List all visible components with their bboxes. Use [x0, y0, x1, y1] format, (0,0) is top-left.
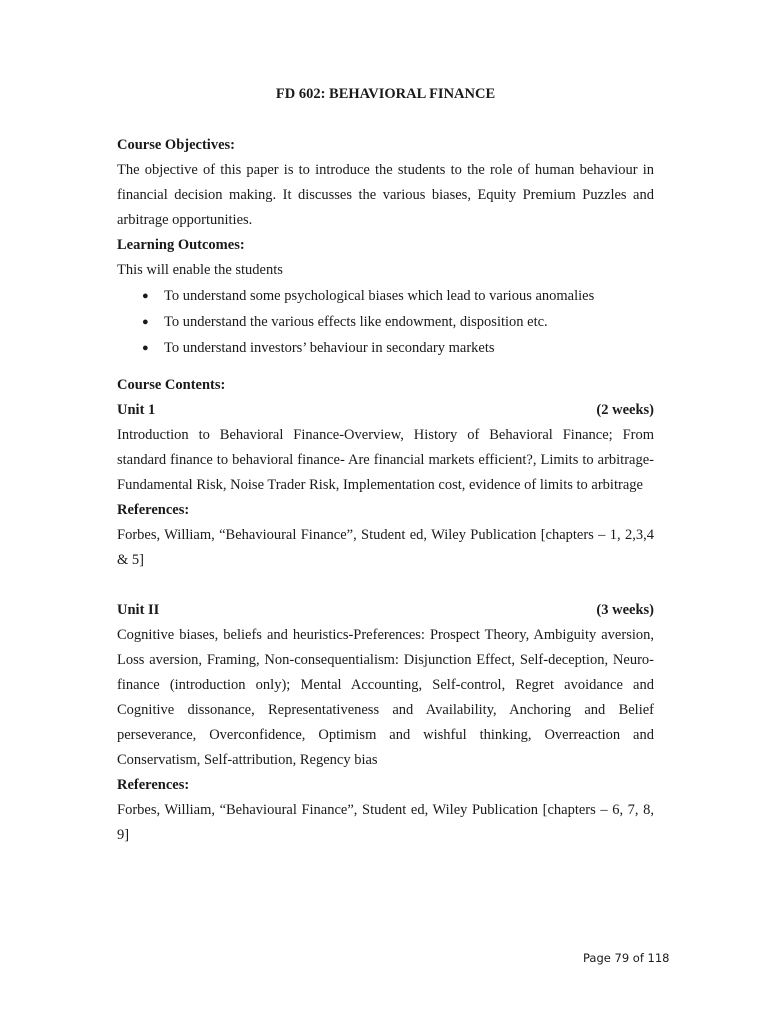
outcome-text: To understand investors’ behaviour in secondary markets: [164, 340, 495, 356]
unit-duration: (2 weeks): [596, 402, 654, 418]
unit-name: Unit II: [117, 602, 160, 618]
outcomes-heading: Learning Outcomes:: [117, 237, 245, 253]
course-title: FD 602: BEHAVIORAL FINANCE: [275, 86, 496, 102]
outcomes-intro: This will enable the students: [117, 262, 283, 278]
unit-1-text: Introduction to Behavioral Finance-Overview, History of Behavioral Finance; From standard finance to behavioral finance- Are financial markets efficient?, Limits to arbitrage-Fundamental Risk, Noise Trader Risk, Implementation cost, evidence of limits to arbitrage: [117, 427, 654, 493]
unit-2-references-text: Forbes, William, “Behavioural Finance”, Student ed, Wiley Publication [chapters – 6, 7, 8, 9]: [117, 802, 654, 843]
bullet-icon: ●: [142, 316, 149, 328]
bullet-icon: ●: [142, 342, 149, 354]
unit-name: Unit 1: [117, 402, 156, 418]
unit-2-header: [117, 598, 654, 623]
outcome-text: To understand the various effects like endowment, disposition etc.: [164, 314, 548, 330]
list-item: [117, 335, 654, 361]
bullet-icon: ●: [142, 290, 149, 302]
unit-1-header: [117, 398, 654, 423]
contents-heading: Course Contents:: [117, 377, 226, 393]
objectives-heading: Course Objectives:: [117, 137, 235, 153]
document-body: [117, 86, 654, 848]
outcomes-list: [117, 283, 654, 361]
objectives-text: The objective of this paper is to introduce the students to the role of human behaviour in financial decision making. It discusses the various biases, Equity Premium Puzzles and arbitrage opportunities.: [117, 162, 654, 228]
list-item: [117, 309, 654, 335]
list-item: [117, 283, 654, 309]
unit-2-text: Cognitive biases, beliefs and heuristics-Preferences: Prospect Theory, Ambiguity aversion, Loss aversion, Framing, Non-consequentialism: Disjunction Effect, Self-deception, Neuro-finance (introduction only); Mental Accounting, Self-control, Regret avoidance and Cognitive dissonance, Representativeness and Availability, Anchoring and Belief perseverance, Overconfidence, Optimism and wishful thinking, Overreaction and Conservatism, Self-attribution, Regency bias: [117, 627, 654, 768]
unit-1-references-text: Forbes, William, “Behavioural Finance”, Student ed, Wiley Publication [chapters – 1, 2,3,4 & 5]: [117, 527, 654, 568]
unit-1-references-heading: References:: [117, 502, 190, 518]
unit-duration: (3 weeks): [596, 602, 654, 618]
unit-2-references-heading: References:: [117, 777, 190, 793]
page-number: Page 79 of 118: [583, 951, 670, 965]
outcome-text: To understand some psychological biases which lead to various anomalies: [164, 288, 595, 304]
